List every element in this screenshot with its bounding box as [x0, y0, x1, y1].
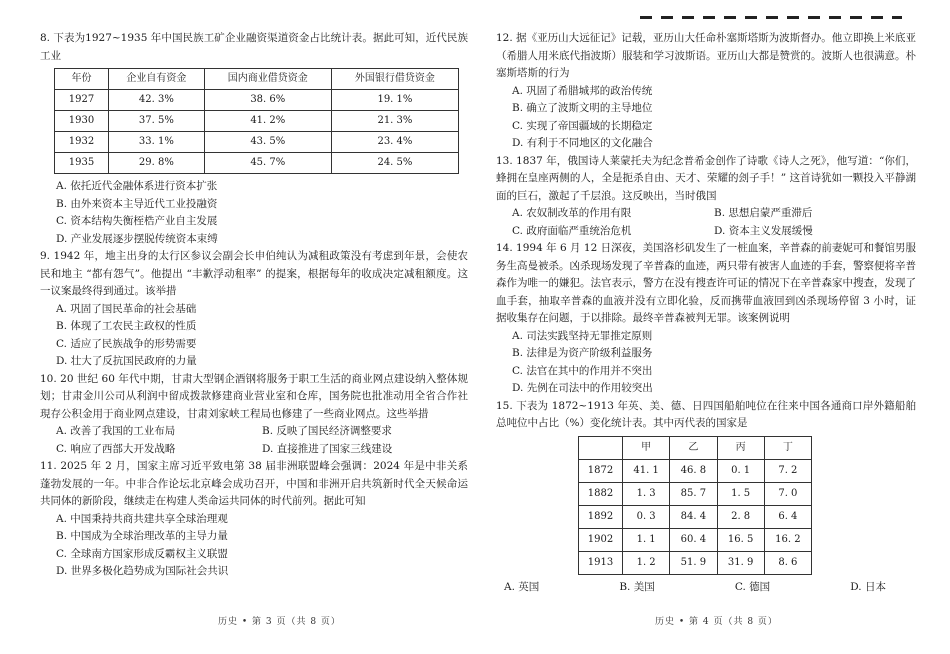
option-b: B. 确立了波斯文明的主导地位	[512, 102, 653, 114]
option-c: C. 响应了西部大开发战略	[56, 442, 176, 455]
table-cell: 42. 3%	[109, 90, 205, 111]
dashed-rule	[640, 16, 902, 19]
table-header: 丁	[764, 436, 811, 459]
table-cell: 1892	[579, 505, 623, 528]
table-cell: 45. 7%	[204, 153, 331, 174]
option-c: C. 全球南方国家形成反霸权主义联盟	[56, 547, 228, 560]
option-b: B. 反映了国民经济调整要求	[262, 425, 392, 437]
option-a: A. 改善了我国的工业布局	[56, 425, 176, 437]
table-header: 企业自有资金	[109, 69, 205, 90]
option-d: D. 壮大了反抗国民政府的力量	[56, 355, 197, 367]
table-cell: 7. 0	[764, 482, 811, 505]
option-row	[40, 423, 468, 441]
option-c: C. 政府面临严重统治危机	[512, 224, 632, 237]
table-cell: 51. 9	[670, 551, 717, 574]
table-cell: 1872	[579, 459, 623, 482]
table-header: 丙	[717, 436, 764, 459]
question-stem: 12. 据《亚历山大远征记》记载，亚历山大任命朴塞斯塔斯为波斯督办。他立即换上米底亚（希腊人用米底代指波斯）服装和学习波斯语。亚历山大都是赞赏的。波斯人也很满意。朴塞斯塔斯的行为	[496, 32, 916, 79]
table-cell: 16. 5	[717, 528, 764, 551]
left-column	[40, 30, 468, 581]
option-a: A. 巩固了国民革命的社会基础	[56, 302, 197, 315]
option-c: C. 法官在其中的作用并不突出	[512, 364, 653, 377]
option-b: B. 美国	[619, 580, 655, 593]
question-stem: 11. 2025 年 2 月，国家主席习近平致电第 38 届非洲联盟峰会强调：2024 年是中非关系蓬勃发展的一年。中非合作论坛北京峰会成功召开，中国和非洲开启共筑新时代全天候命运共同体的新阶段，继续走在构建人类命运共同体的时代前列。据此可知	[40, 460, 468, 507]
table-header-row	[55, 69, 459, 90]
question-10	[40, 371, 468, 459]
option-b: B. 思想启蒙严重滞后	[714, 207, 813, 219]
question-stem: 14. 1994 年 6 月 12 日深夜，美国洛杉矶发生了一桩血案，辛普森的前妻妮可和餐馆男服务生高曼被杀。凶杀现场发现了辛普森的血迹，两只带有被害人血迹的手套，警察便将辛普森作为唯一的嫌犯。法官表示，警方在没有搜查许可证的情况下在辛普森家中搜查，发现了血手套，抽取辛普森的血液并没有立即化验，反而携带血液回到凶杀现场停留 3 小时，证据收集存在问题，于以排除。最终辛普森被判无罪。该案例说明	[496, 242, 916, 324]
table-cell: 1932	[55, 132, 109, 153]
option-a: A. 司法实践坚持无罪推定原则	[512, 329, 653, 342]
table-cell: 37. 5%	[109, 111, 205, 132]
option-d: D. 资本主义发展缓慢	[714, 224, 813, 237]
table-cell: 1930	[55, 111, 109, 132]
option-d: D. 世界多极化趋势成为国际社会共识	[56, 565, 229, 577]
shipping-table	[578, 436, 812, 575]
table-cell: 84. 4	[670, 505, 717, 528]
table-cell: 19. 1%	[331, 90, 458, 111]
option-a: A. 英国	[504, 580, 540, 593]
table-cell: 38. 6%	[204, 90, 331, 111]
table-cell: 0. 3	[623, 505, 670, 528]
table-row	[55, 111, 459, 132]
table-cell: 6. 4	[764, 505, 811, 528]
right-column	[496, 30, 916, 596]
table-row	[579, 551, 812, 574]
table-cell: 1913	[579, 551, 623, 574]
table-cell: 29. 8%	[109, 153, 205, 174]
table-header: 乙	[670, 436, 717, 459]
table-header: 外国银行借贷资金	[331, 69, 458, 90]
option-a: A. 巩固了希腊城邦的政治传统	[512, 84, 653, 97]
page-footer-right: 历史 • 第 4 页（共 8 页）	[655, 617, 778, 627]
option-d: D. 先例在司法中的作用较突出	[512, 382, 653, 394]
table-row	[55, 90, 459, 111]
option-b: B. 法律是为资产阶级利益服务	[512, 347, 653, 359]
question-stem: 13. 1837 年，俄国诗人莱蒙托夫为纪念普希金创作了诗歌《诗人之死》，他写道：“你们，蜂拥在皇座两侧的人，全是扼杀自由、天才、荣耀的刽子手！” 这首诗犹如一颗投入平静湖面的巨石，激起了千层浪。这反映出，当时俄国	[496, 154, 916, 202]
option-c: C. 适应了民族战争的形势需要	[56, 337, 197, 350]
financing-table	[54, 68, 459, 174]
table-row	[55, 153, 459, 174]
table-row	[579, 528, 812, 551]
question-stem: 15. 下表为 1872~1913 年英、美、德、日四国船舶吨位在往来中国各通商口岸外籍船舶总吨位中占比（%）变化统计表。其中丙代表的国家是	[496, 399, 916, 429]
table-header-row	[579, 436, 812, 459]
option-b: B. 中国成为全球治理改革的主导力量	[56, 530, 228, 542]
table-cell: 60. 4	[670, 528, 717, 551]
question-stem: 8. 下表为1927~1935 年中国民族工矿企业融资渠道资金占比统计表。据此可知，近代民族工业	[40, 32, 468, 62]
table-cell: 8. 6	[764, 551, 811, 574]
table-cell: 2. 8	[717, 505, 764, 528]
table-row	[55, 132, 459, 153]
question-8	[40, 30, 468, 248]
question-11	[40, 458, 468, 581]
option-d: D. 直接推进了国家三线建设	[262, 442, 393, 455]
question-13	[496, 153, 916, 241]
table-row	[579, 459, 812, 482]
table-cell: 33. 1%	[109, 132, 205, 153]
question-14	[496, 240, 916, 398]
option-c: C. 德国	[734, 580, 771, 593]
table-cell: 0. 1	[717, 459, 764, 482]
table-cell: 24. 5%	[331, 153, 458, 174]
table-cell: 1935	[55, 153, 109, 174]
table-row	[579, 505, 812, 528]
question-9	[40, 248, 468, 371]
table-cell: 1. 3	[623, 482, 670, 505]
table-cell: 1882	[579, 482, 623, 505]
table-cell: 41. 2%	[204, 111, 331, 132]
option-row	[40, 441, 468, 459]
question-stem: 10. 20 世纪 60 年代中期，甘肃大型钢企酒钢将服务于职工生活的商业网点建设纳入整体规划；甘肃金川公司从利润中留成拨款修建商业营业室和仓库，国务院也批准动用全省合作社現存公积金用于商业网点建设，甘肃刘家峡工程局也修建了一些商业网点。这些举措	[40, 372, 468, 420]
table-cell: 43. 5%	[204, 132, 331, 153]
question-stem: 9. 1942 年，地主出身的太行区参议会副会长申伯纯认为减租政策没有考虑到年景，会使农民和地主 “都有怨气”。他提出 “丰歉浮动租率” 的提案，根据每年的收成决定减租额度。这一议案最终得到通过。该举措	[40, 250, 468, 297]
option-row	[496, 579, 916, 597]
table-cell: 7. 2	[764, 459, 811, 482]
table-cell: 41. 1	[623, 459, 670, 482]
table-cell: 23. 4%	[331, 132, 458, 153]
option-a: A. 依托近代金融体系进行资本扩张	[56, 180, 218, 192]
option-a: A. 中国秉持共商共建共享全球治理观	[56, 512, 228, 525]
question-12	[496, 30, 916, 153]
table-cell: 85. 7	[670, 482, 717, 505]
option-c: C. 实现了帝国疆域的长期稳定	[512, 119, 653, 132]
table-row	[579, 482, 812, 505]
option-c: C. 资本结构失衡桎梏产业自主发展	[56, 215, 218, 227]
option-row	[496, 205, 916, 223]
table-header: 甲	[623, 436, 670, 459]
question-15	[496, 398, 916, 597]
table-cell: 1. 2	[623, 551, 670, 574]
option-row	[496, 223, 916, 241]
table-header	[579, 436, 623, 459]
table-cell: 1. 5	[717, 482, 764, 505]
table-cell: 31. 9	[717, 551, 764, 574]
option-d: D. 产业发展逐步摆脱传统资本束缚	[56, 232, 218, 245]
table-cell: 16. 2	[764, 528, 811, 551]
table-header: 国内商业借贷资金	[204, 69, 331, 90]
table-cell: 46. 8	[670, 459, 717, 482]
option-b: B. 体现了工农民主政权的性质	[56, 320, 197, 332]
table-cell: 1. 1	[623, 528, 670, 551]
option-b: B. 由外来资本主导近代工业投融资	[56, 197, 218, 210]
option-d: D. 有利于不同地区的文化融合	[512, 137, 653, 149]
table-header: 年份	[55, 69, 109, 90]
page-footer-left: 历史 • 第 3 页（共 8 页）	[218, 617, 341, 627]
option-a: A. 农奴制改革的作用有限	[512, 207, 632, 219]
option-d: D. 日本	[850, 580, 886, 593]
table-cell: 1902	[579, 528, 623, 551]
table-cell: 1927	[55, 90, 109, 111]
table-cell: 21. 3%	[331, 111, 458, 132]
